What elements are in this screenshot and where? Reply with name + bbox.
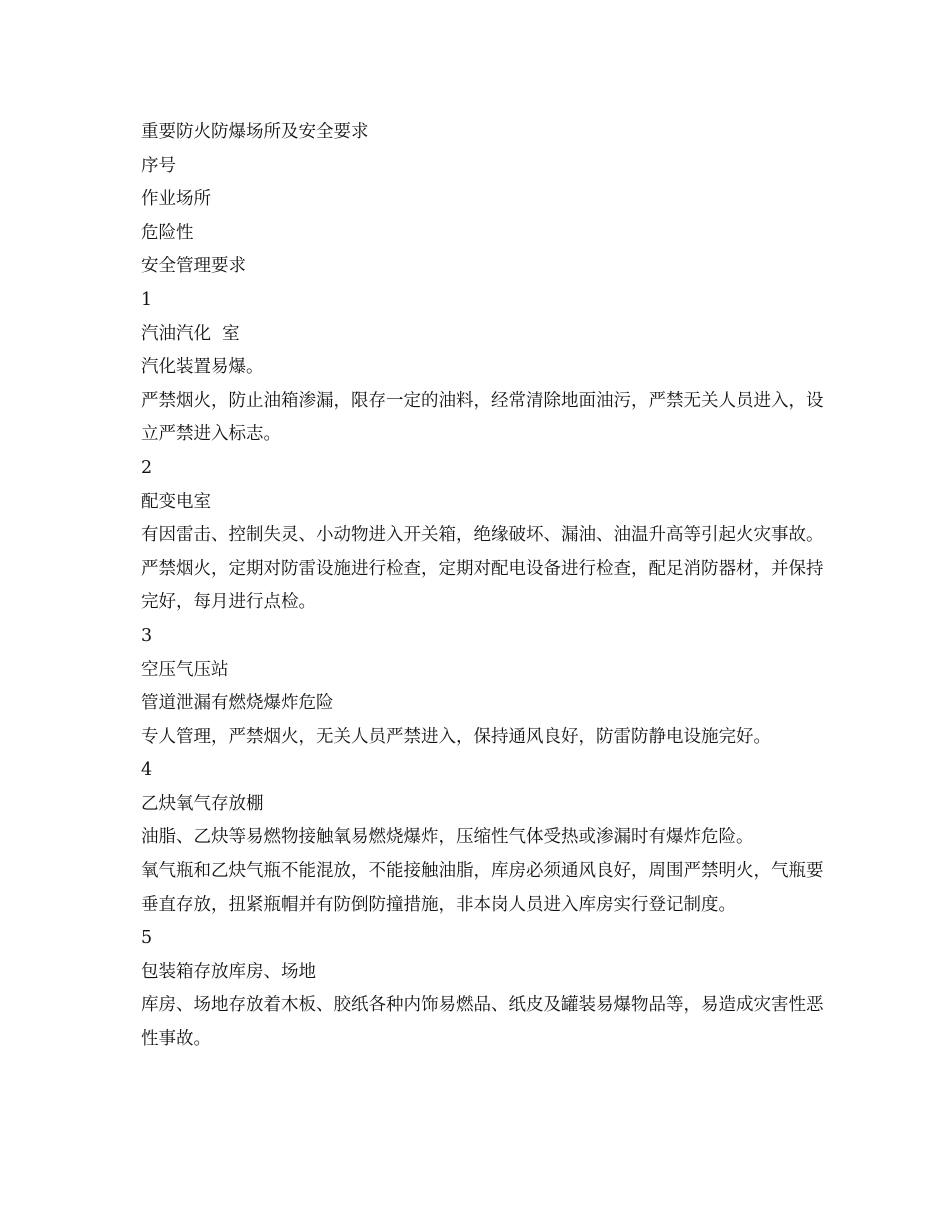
row-requirement: 严禁烟火，防止油箱渗漏，限存一定的油料，经常清除地面油污，严禁无关人员进入，设立严禁进入标志。 bbox=[141, 390, 824, 445]
header-workplace: 作业场所 bbox=[141, 189, 211, 210]
row-number: 1 bbox=[141, 289, 153, 310]
row-workplace: 乙炔氧气存放棚 bbox=[141, 793, 264, 814]
row-workplace: 配变电室 bbox=[141, 491, 211, 512]
row-requirement: 专人管理，严禁烟火，无关人员严禁进入，保持通风良好，防雷防静电设施完好。 bbox=[141, 726, 771, 747]
row-workplace: 包装箱存放库房、场地 bbox=[141, 961, 316, 982]
row-hazard: 库房、场地存放着木板、胶纸各种内饰易燃品、纸皮及罐装易爆物品等，易造成灾害性恶性事故。 bbox=[141, 995, 824, 1050]
row-number: 3 bbox=[141, 625, 153, 646]
row-number: 4 bbox=[141, 760, 153, 781]
row-requirement: 氧气瓶和乙炔气瓶不能混放，不能接触油脂，库房必须通风良好，周围严禁明火，气瓶要垂直存放，扭紧瓶帽并有防倒防撞措施，非本岗人员进入库房实行登记制度。 bbox=[141, 861, 824, 915]
row-number: 2 bbox=[141, 457, 153, 478]
row-hazard: 汽化装置易爆。 bbox=[141, 357, 264, 378]
document-body bbox=[141, 116, 831, 1057]
header-hazard: 危险性 bbox=[141, 222, 194, 243]
row-hazard: 油脂、乙炔等易燃物接触氧易燃烧爆炸，压缩性气体受热或渗漏时有爆炸危险。 bbox=[141, 827, 754, 848]
header-safety-requirement: 安全管理要求 bbox=[141, 256, 246, 277]
row-hazard: 管道泄漏有燃烧爆炸危险 bbox=[141, 693, 334, 714]
row-workplace: 汽油汽化 室 bbox=[141, 323, 240, 344]
row-hazard: 有因雷击、控制失灵、小动物进入开关箱，绝缘破坏、漏油、油温升高等引起火灾事故。 bbox=[141, 525, 824, 546]
document-title: 重要防火防爆场所及安全要求 bbox=[141, 122, 369, 142]
row-number: 5 bbox=[141, 928, 153, 949]
header-number: 序号 bbox=[141, 155, 176, 176]
row-requirement: 严禁烟火，定期对防雷设施进行检查，定期对配电设备进行检查，配足消防器材，并保持完好，每月进行点检。 bbox=[141, 558, 824, 613]
row-workplace: 空压气压站 bbox=[141, 659, 229, 680]
